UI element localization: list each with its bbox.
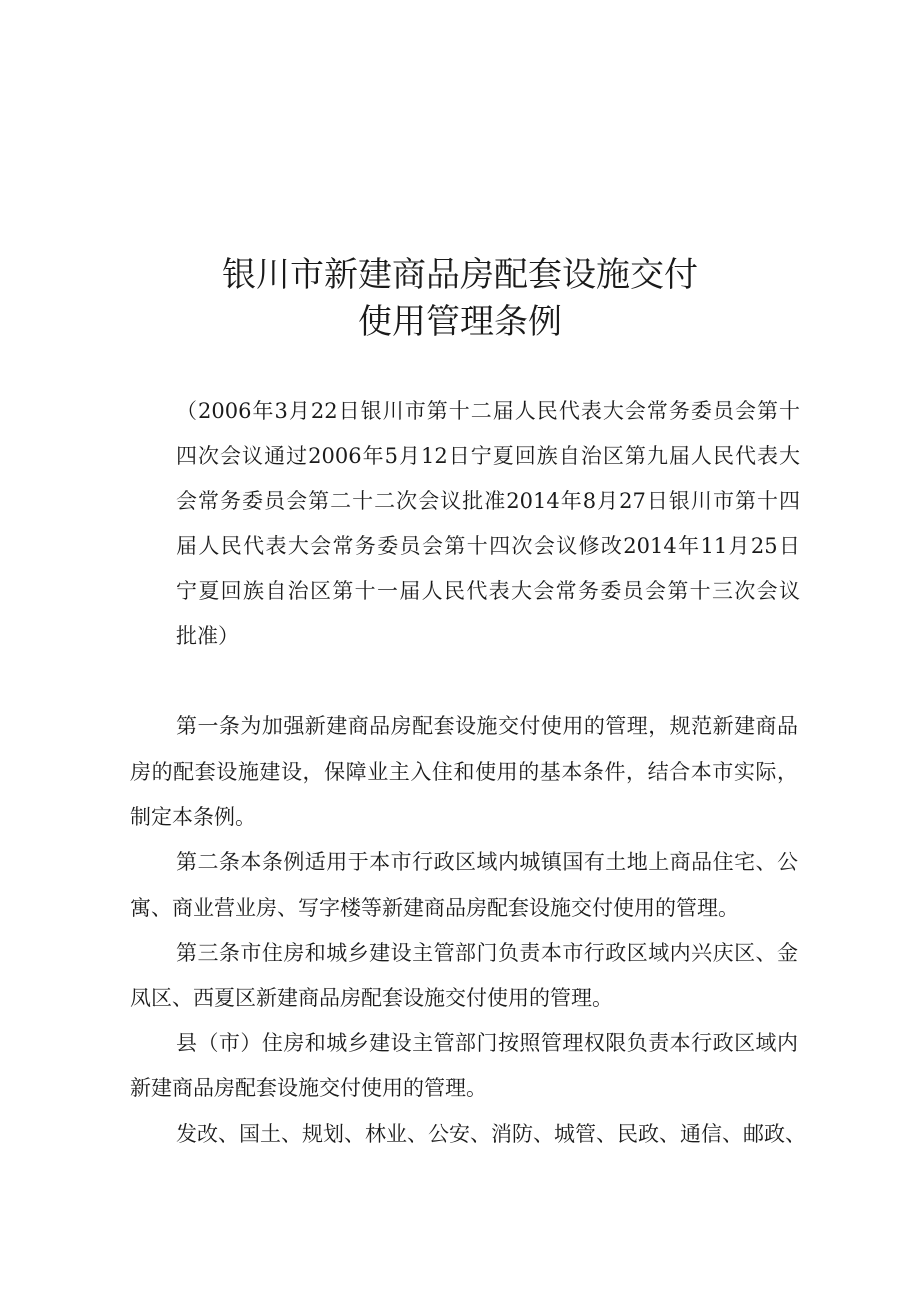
note-line: 会常务委员会第二十二次会议批准2014年8月27日银川市第十四 <box>176 489 800 513</box>
note-line: （2006年3月22日银川市第十二届人民代表大会常务委员会第十 <box>176 399 800 423</box>
article-line: 制定本条例。 <box>130 805 256 829</box>
article-line: 寓、商业营业房、写字楼等新建商品房配套设施交付使用的管理。 <box>130 896 739 920</box>
article-line: 凤区、西夏区新建商品房配套设施交付使用的管理。 <box>130 986 613 1010</box>
note-line: 四次会议通过2006年5月12日宁夏回族自治区第九届人民代表大 <box>176 444 800 468</box>
article-line: 县（市）住房和城乡建设主管部门按照管理权限负责本行政区域内 <box>176 1031 798 1055</box>
article-line: 发改、国土、规划、林业、公安、消防、城管、民政、通信、邮政、 <box>176 1122 806 1146</box>
article-line: 房的配套设施建设，保障业主入住和使用的基本条件，结合本市实际， <box>130 760 798 784</box>
article-line: 第一条为加强新建商品房配套设施交付使用的管理，规范新建商品 <box>176 714 798 738</box>
article-line: 新建商品房配套设施交付使用的管理。 <box>130 1076 487 1100</box>
note-line: 届人民代表大会常务委员会第十四次会议修改2014年11月25日 <box>176 534 800 558</box>
article-line: 第三条市住房和城乡建设主管部门负责本市行政区域内兴庆区、金 <box>176 941 798 965</box>
document-title-line-2: 使用管理条例 <box>358 302 562 342</box>
note-line: 宁夏回族自治区第十一届人民代表大会常务委员会第十三次会议 <box>176 579 800 603</box>
note-line: 批准） <box>176 624 239 648</box>
document-title-line-1: 银川市新建商品房配套设施交付 <box>222 255 698 295</box>
article-line: 第二条本条例适用于本市行政区域内城镇国有土地上商品住宅、公 <box>176 850 798 874</box>
